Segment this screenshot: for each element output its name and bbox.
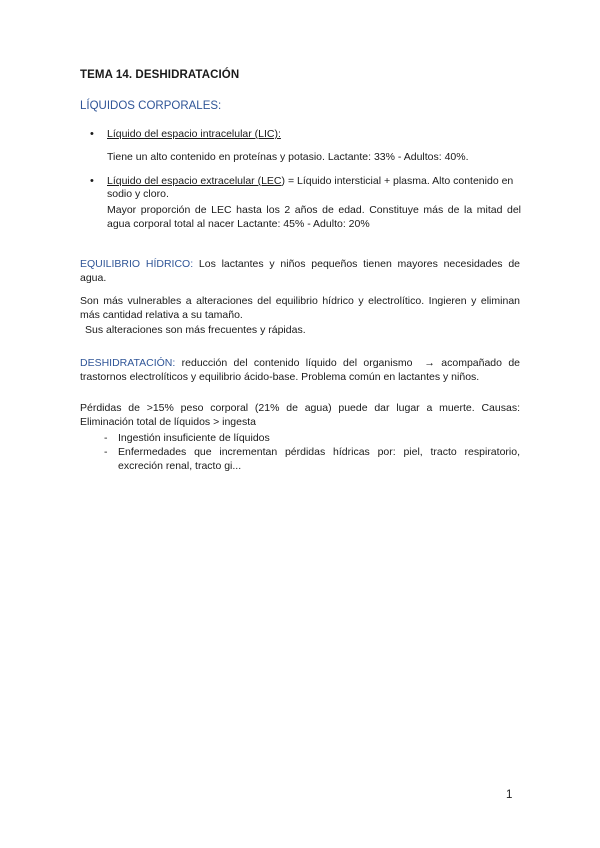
page-number: 1 (506, 789, 513, 801)
lic-text: Tiene un alto contenido en proteínas y potasio. Lactante: 33% - Adultos: 40%. (107, 151, 469, 163)
dash-bullet-icon: - (104, 446, 108, 459)
arrow-icon: → (424, 357, 435, 369)
deshidratacion-paragraph (80, 356, 520, 384)
deshidratacion-text-2: acompañado de trastornos electrolíticos y equilibrio ácido-base. Problema común en lactantes y niños. (80, 357, 521, 384)
equilibrio-paragraph (80, 257, 520, 285)
section-heading-equilibrio: EQUILIBRIO HÍDRICO: (80, 258, 194, 270)
document-title: TEMA 14. DESHIDRATACIÓN (80, 69, 240, 81)
causes-list (80, 431, 520, 474)
section-heading-liquidos: LÍQUIDOS CORPORALES: (80, 100, 222, 112)
bullet-icon: • (90, 175, 94, 187)
deshidratacion-text-3: Pérdidas de >15% peso corporal (21% de agua) puede dar lugar a muerte. Causas: Eliminación total de líquidos > ingesta (80, 402, 520, 429)
equilibrio-text-3: Sus alteraciones son más frecuentes y rápidas. (85, 324, 306, 336)
section-heading-deshidratacion: DESHIDRATACIÓN: (80, 357, 176, 369)
dash-bullet-icon: - (104, 432, 108, 444)
deshidratacion-text-1: reducción del contenido líquido del organismo (175, 357, 413, 369)
bullet-icon: • (90, 128, 94, 140)
list-item (80, 445, 520, 473)
lec-text-1: ) = Líquido intersticial + plasma. Alto contenido en sodio y cloro. (107, 175, 514, 201)
list-item (80, 431, 520, 445)
liquidos-list (80, 128, 520, 141)
equilibrio-text-1: Los lactantes y niños pequeños tienen mayores necesidades de agua. (80, 258, 521, 285)
equilibrio-text-2: Son más vulnerables a alteraciones del equilibrio hídrico y electrolítico. Ingieren y eliminan más cantidad relativa a su tamaño. (80, 295, 520, 322)
lec-text-2: Mayor proporción de LEC hasta los 2 años de edad. Constituye más de la mitad del agua corporal total al nacer Lactante: 45% - Adulto: 20% (107, 204, 521, 230)
cause-text: Ingestión insuficiente de líquidos (118, 432, 270, 444)
liquidos-list-lec (80, 175, 520, 202)
lec-label: Líquido del espacio extracelular (LEC (107, 175, 282, 187)
list-item-lic (80, 128, 520, 141)
cause-text: Enfermedades que incrementan pérdidas hídricas por: piel, tracto respiratorio, excreción renal, tracto gi... (118, 446, 520, 473)
list-item-lec (80, 175, 520, 202)
lic-label: Líquido del espacio intracelular (LIC): (107, 128, 281, 140)
